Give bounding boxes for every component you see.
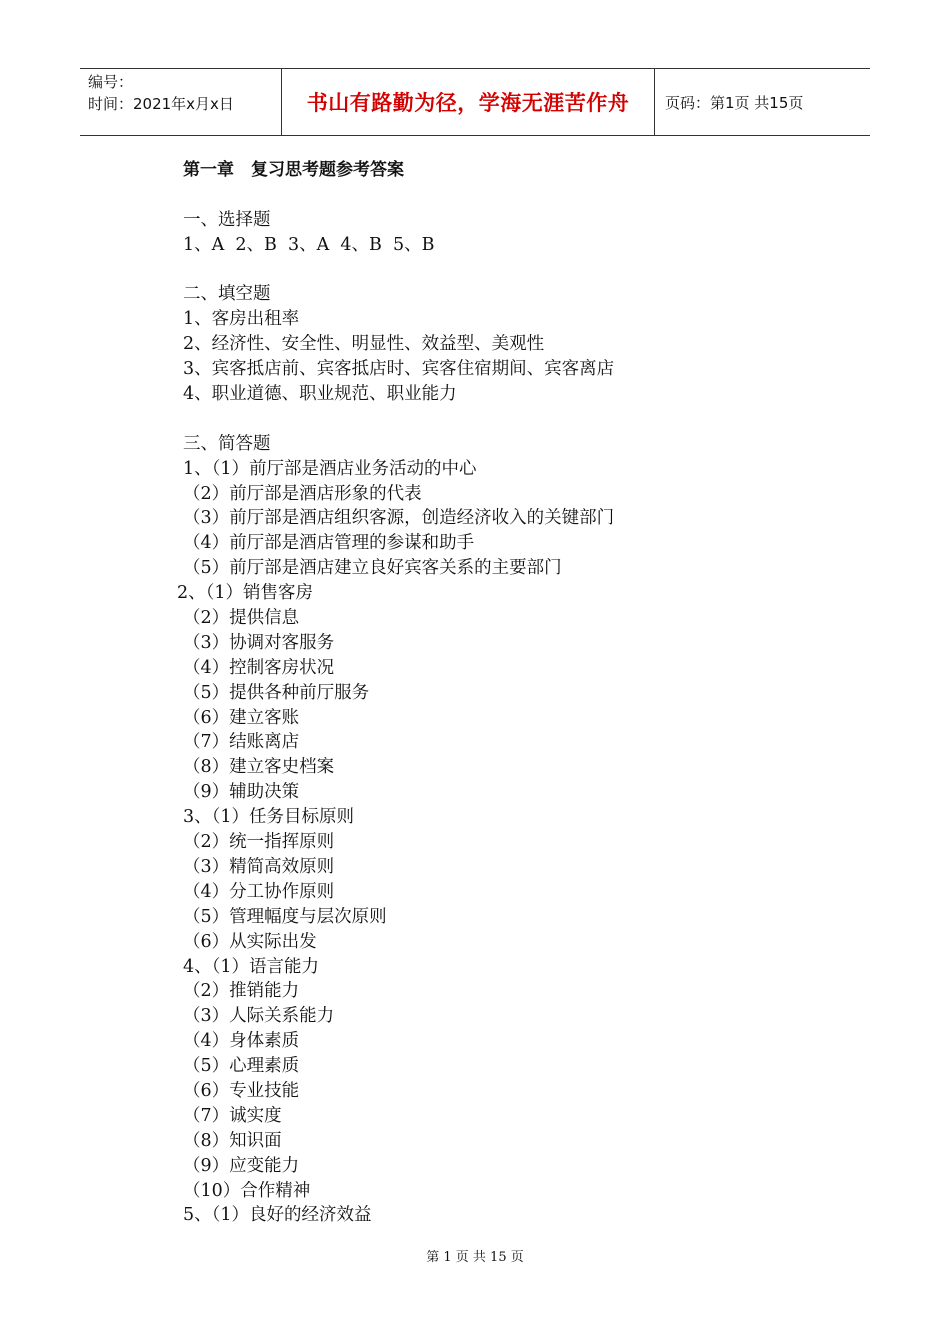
answer-line: （3）协调对客服务 xyxy=(183,632,335,653)
answer-line: （9）应变能力 xyxy=(183,1155,300,1176)
motto-text: 书山有路勤为径，学海无涯苦作舟 xyxy=(306,91,630,115)
answer-line: （6）专业技能 xyxy=(183,1080,300,1101)
answer-line: （7）诚实度 xyxy=(183,1105,282,1126)
answer-line: 5、（1）良好的经济效益 xyxy=(183,1205,372,1226)
answer-line: （5）前厅部是酒店建立良好宾客关系的主要部门 xyxy=(183,558,562,579)
answer-line: 1、（1）前厅部是酒店业务活动的中心 xyxy=(183,458,477,479)
answer-line: 2、（1）销售客房 xyxy=(177,583,314,604)
header-meta xyxy=(80,69,282,135)
answer-line: （7）结账离店 xyxy=(183,732,300,753)
fill-answer: 1、客房出租率 xyxy=(183,309,300,330)
answer-line: 4、（1）语言能力 xyxy=(183,956,320,977)
page-footer xyxy=(0,1246,950,1265)
page-info-text: 页码：第1页 共15页 xyxy=(665,93,804,112)
answer-line: （5）管理幅度与层次原则 xyxy=(183,906,387,927)
answer-line: （2）推销能力 xyxy=(183,981,300,1002)
answer-line: （4）身体素质 xyxy=(183,1031,300,1052)
answer-line: （4）控制客房状况 xyxy=(183,657,335,678)
header-motto-cell xyxy=(282,69,655,135)
number-label: 编号： xyxy=(88,73,134,91)
answer-line: （2）前厅部是酒店形象的代表 xyxy=(183,483,422,504)
document-body xyxy=(177,158,783,1228)
answer-line: 3、（1）任务目标原则 xyxy=(183,807,355,828)
section-heading-fill: 二、填空题 xyxy=(183,284,271,305)
section-heading-short-answer: 三、简答题 xyxy=(183,433,271,454)
footer-page-number: 第 1 页 共 15 页 xyxy=(426,1250,524,1265)
answer-line: （5）提供各种前厅服务 xyxy=(183,682,370,703)
answer-line: （2）提供信息 xyxy=(183,608,300,629)
answer-line: （3）人际关系能力 xyxy=(183,1006,335,1027)
answer-line: （9）辅助决策 xyxy=(183,782,300,803)
answer-line: （10）合作精神 xyxy=(183,1180,311,1201)
answer-line: （4）前厅部是酒店管理的参谋和助手 xyxy=(183,533,475,554)
spacer xyxy=(183,407,783,432)
section-heading-choice: 一、选择题 xyxy=(183,209,271,230)
answer-line: （4）分工协作原则 xyxy=(183,881,335,902)
answer-line: （8）知识面 xyxy=(183,1130,282,1151)
chapter-title: 第一章 复习思考题参考答案 xyxy=(183,160,404,180)
time-label: 时间：2021年x月x日 xyxy=(88,95,234,113)
answer-line: （3）前厅部是酒店组织客源，创造经济收入的关键部门 xyxy=(183,508,615,529)
spacer xyxy=(183,183,783,208)
answer-line: （8）建立客史档案 xyxy=(183,757,335,778)
answer-line: （2）统一指挥原则 xyxy=(183,832,335,853)
fill-answer: 2、经济性、安全性、明显性、效益型、美观性 xyxy=(183,334,545,355)
answer-line: （5）心理素质 xyxy=(183,1056,300,1077)
fill-answer: 3、宾客抵店前、宾客抵店时、宾客住宿期间、宾客离店 xyxy=(183,359,615,380)
page-header xyxy=(80,68,870,136)
answer-line: （6）建立客账 xyxy=(183,707,300,728)
spacer xyxy=(183,258,783,283)
answer-line: （3）精简高效原则 xyxy=(183,856,335,877)
choice-answers: 1、A 2、B 3、A 4、B 5、B xyxy=(183,234,435,255)
header-page-info xyxy=(655,69,870,135)
answer-line: （6）从实际出发 xyxy=(183,931,317,952)
fill-answer: 4、职业道德、职业规范、职业能力 xyxy=(183,384,457,405)
